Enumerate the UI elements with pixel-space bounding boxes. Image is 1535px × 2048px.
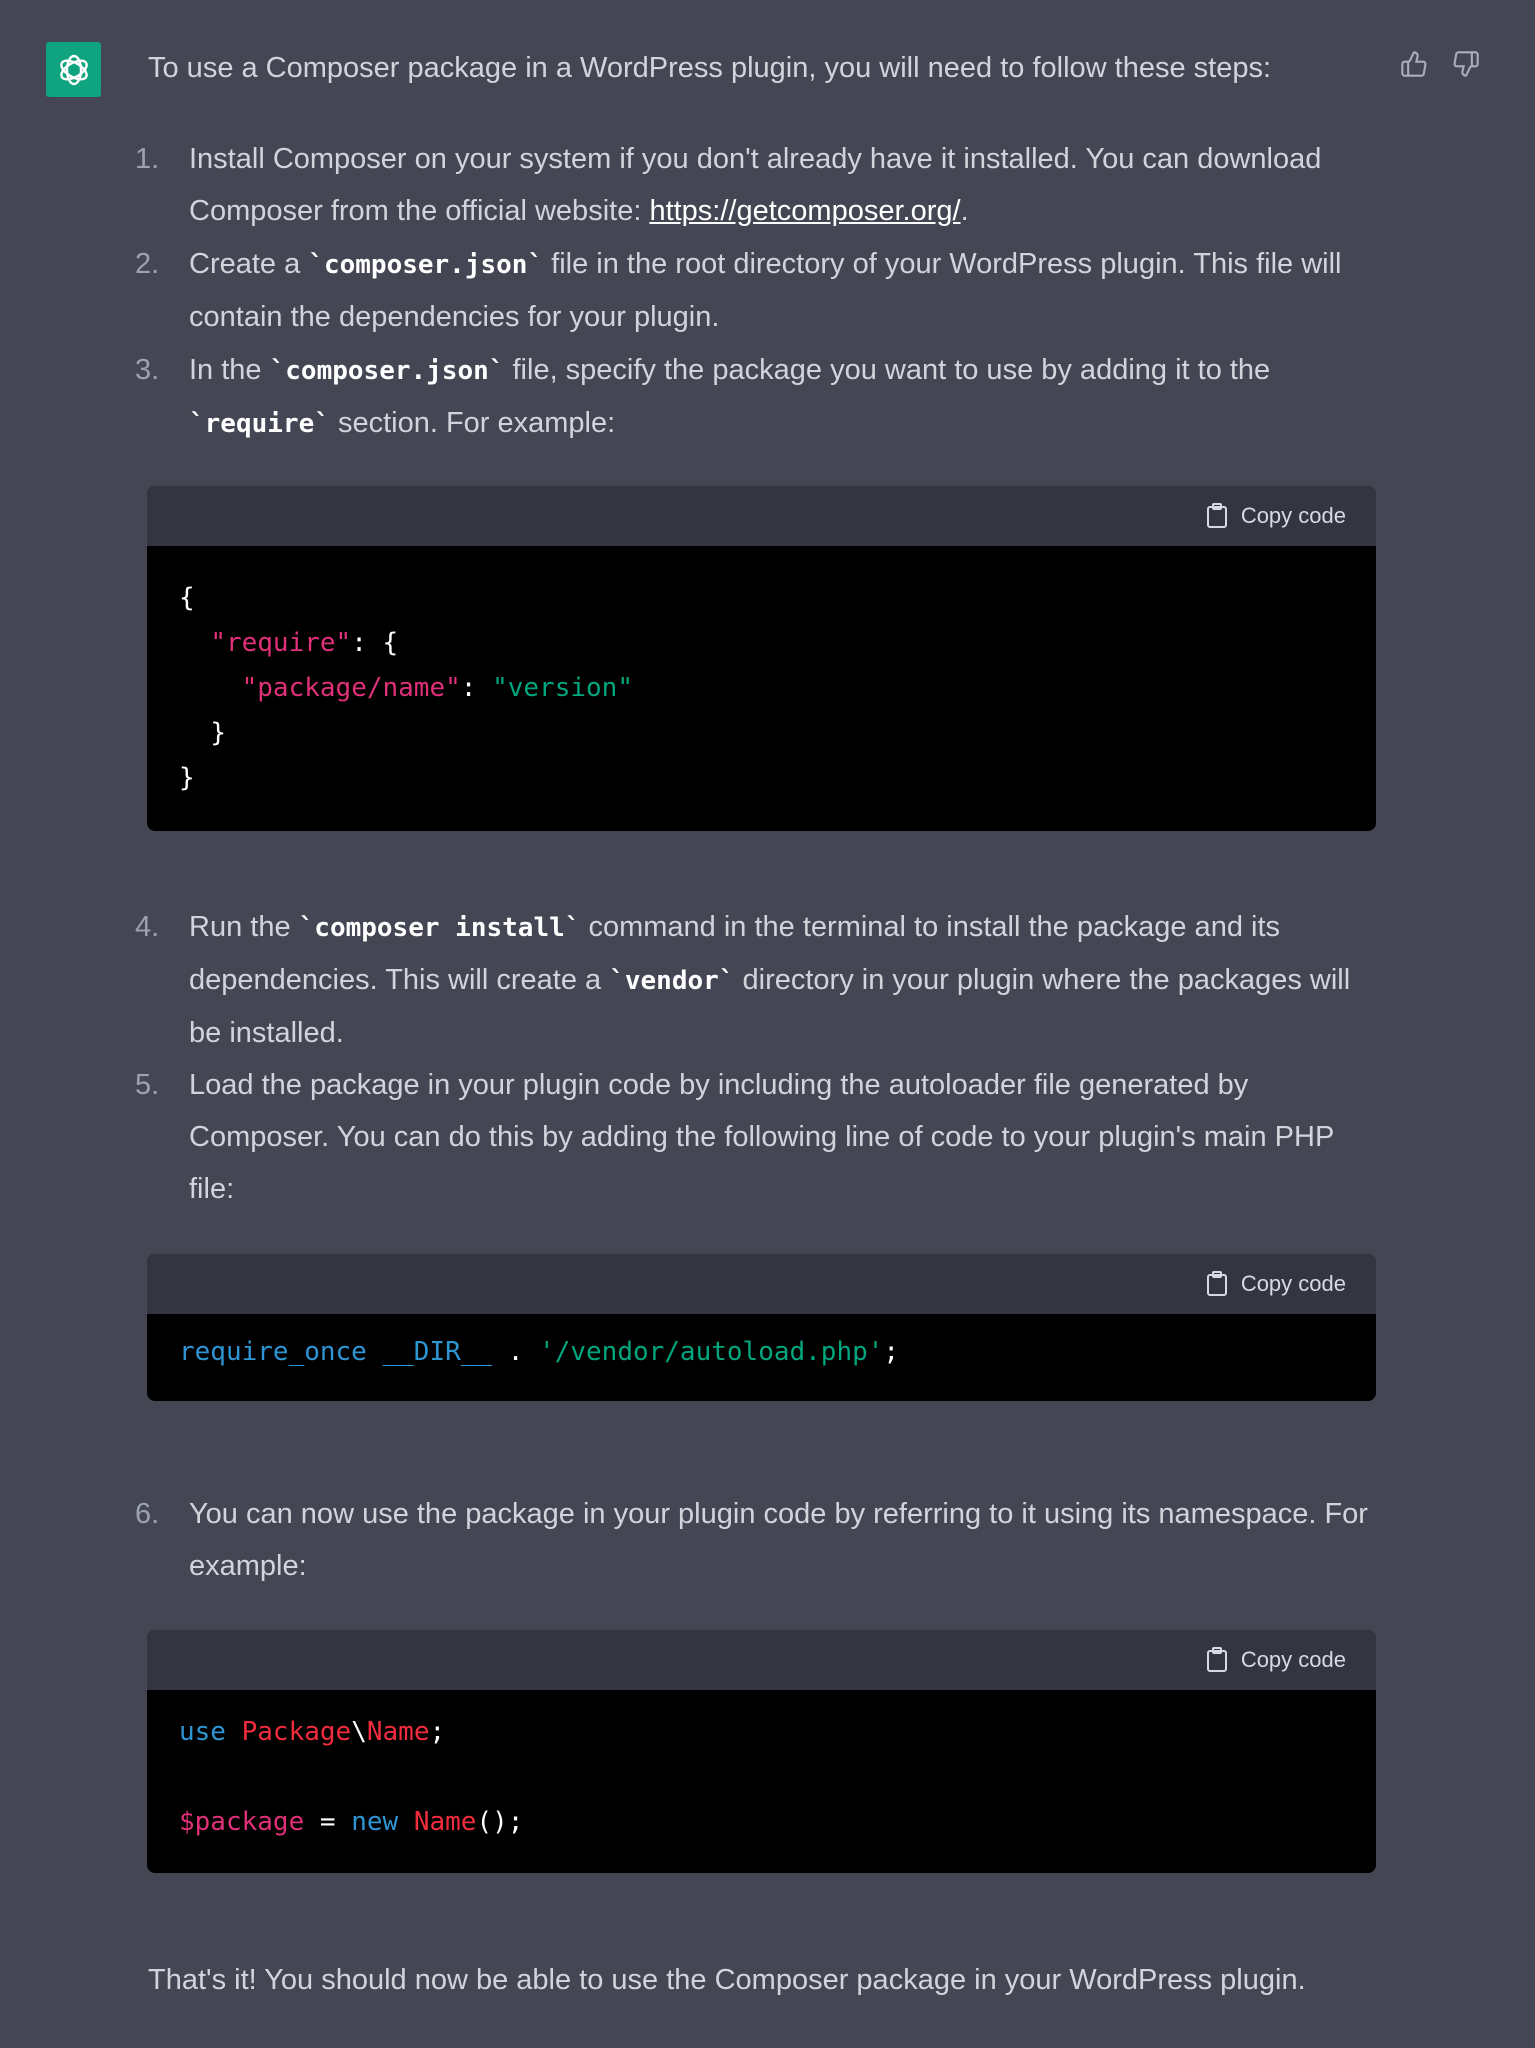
- copy-code-button[interactable]: Copy code: [1205, 1647, 1346, 1673]
- assistant-avatar: [46, 42, 101, 97]
- copy-code-button[interactable]: Copy code: [1205, 1271, 1346, 1297]
- list-item: 3. In the `composer.json` file, specify the package you want to use by adding it to the `require` section. For example:: [135, 354, 1271, 439]
- thumbs-down-icon[interactable]: [1452, 50, 1482, 80]
- thumbs-up-icon[interactable]: [1400, 50, 1430, 80]
- code-block-json: [147, 486, 1376, 831]
- clipboard-icon: [1205, 1647, 1229, 1673]
- list-item: 2. Create a `composer.json` file in the root directory of your WordPress plugin. This file will contain the dependencies for your plugin.: [135, 248, 1342, 333]
- code-block-php-require: [147, 1254, 1376, 1401]
- list-item: 6. You can now use the package in your plugin code by referring to it using its namespace. For example:: [135, 1498, 1368, 1582]
- list-item: 4. Run the `composer install` command in the terminal to install the package and its dependencies. This will create a `vendor` directory in your plugin where the packages will be installed.: [135, 911, 1351, 1049]
- code-content: { "require": { "package/name": "version" } }: [179, 583, 633, 793]
- code-block-php-use: [147, 1630, 1376, 1873]
- clipboard-icon: [1205, 503, 1229, 529]
- getcomposer-link[interactable]: https://getcomposer.org/: [649, 195, 961, 227]
- list-item: 5. Load the package in your plugin code by including the autoloader file generated by Composer. You can do this by adding the following line of code to your plugin's main PHP file:: [135, 1069, 1334, 1205]
- copy-code-button[interactable]: Copy code: [1205, 503, 1346, 529]
- code-content: require_once __DIR__ . '/vendor/autoload.php';: [179, 1337, 900, 1367]
- outro-text: That's it! You should now be able to use the Composer package in your WordPress plugin.: [148, 1964, 1306, 1996]
- intro-text: To use a Composer package in a WordPress plugin, you will need to follow these steps:: [148, 52, 1272, 84]
- code-content: use Package\Name; $package = new Name();: [179, 1717, 524, 1837]
- list-item: 1. Install Composer on your system if you don't already have it installed. You can download Composer from the official website: https://getcomposer.org/.: [135, 143, 1322, 227]
- clipboard-icon: [1205, 1271, 1229, 1297]
- openai-logo-icon: [56, 52, 92, 88]
